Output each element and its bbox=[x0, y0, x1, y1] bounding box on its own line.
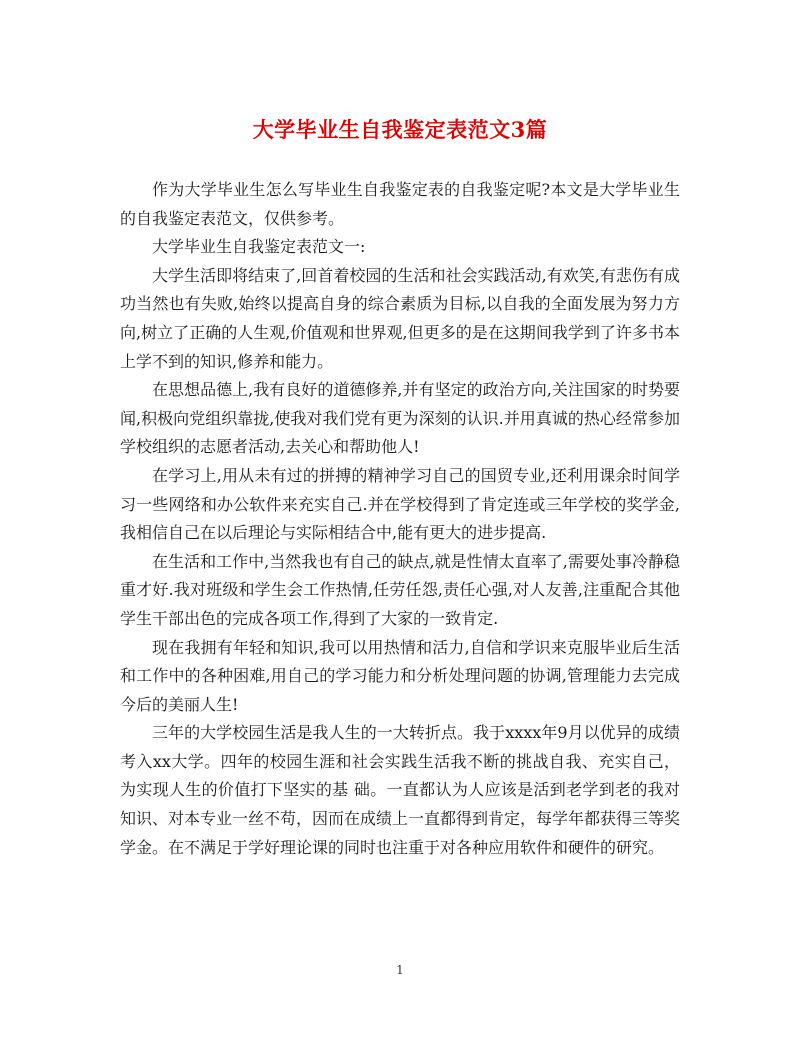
paragraph-section-heading: 大学毕业生自我鉴定表范文一: bbox=[152, 237, 366, 257]
document-body bbox=[120, 176, 680, 862]
paragraph: 在生活和工作中,当然我也有自己的缺点,就是性情太直率了,需要处事冷静稳重才好.我对班级和学生会工作热情,任劳任怨,责任心强,对人友善,注重配合其他学生干部出色的完成各项工作,得到了大家的一致肯定. bbox=[120, 551, 680, 628]
document-title: 大学毕业生自我鉴定表范文3篇 bbox=[252, 117, 548, 142]
paragraph: 大学生活即将结束了,回首着校园的生活和社会实践活动,有欢笑,有悲伤有成功当然也有失败,始终以提高自身的综合素质为目标,以自我的全面发展为努力方向,树立了正确的人生观,价值观和世界观,但更多的是在这期间我学到了许多书本上学不到的知识,修养和能力。 bbox=[120, 265, 680, 371]
paragraph: 在学习上,用从未有过的拼搏的精神学习自己的国贸专业,还利用课余时间学习一些网络和办公软件来充实自己.并在学校得到了肯定连或三年学校的奖学金,我相信自己在以后理论与实际相结合中,能有更大的进步提高. bbox=[120, 465, 680, 543]
paragraph: 三年的大学校园生活是我人生的一大转折点。我于xxxx年9月以优异的成绩考入xx大学。四年的校园生涯和社会实践生活我不断的挑战自我、充实自己，为实现人生的价值打下坚实的基 础。一直都认为人应该是活到老学到老的我对知识、对本专业一丝不苟，因而在成绩上一直都得到肯定，每学年都获得三等奖学金。在不满足于学好理论课的同时也注重于对各种应用软件和硬件的研究。 bbox=[120, 723, 681, 857]
page-number: 1 bbox=[396, 963, 404, 977]
paragraph-intro: 作为大学毕业生怎么写毕业生自我鉴定表的自我鉴定呢?本文是大学毕业生的自我鉴定表范文，仅供参考。 bbox=[120, 180, 680, 228]
paragraph: 现在我拥有年轻和知识,我可以用热情和活力,自信和学识来克服毕业后生活和工作中的各种困难,用自己的学习能力和分析处理问题的协调,管理能力去完成今后的美丽人生! bbox=[120, 637, 680, 714]
paragraph: 在思想品德上,我有良好的道德修养,并有坚定的政治方向,关注国家的时势要闻,积极向党组织靠拢,使我对我们党有更为深刻的认识.并用真诚的热心经常参加学校组织的志愿者活动,去关心和帮助他人! bbox=[120, 380, 680, 457]
